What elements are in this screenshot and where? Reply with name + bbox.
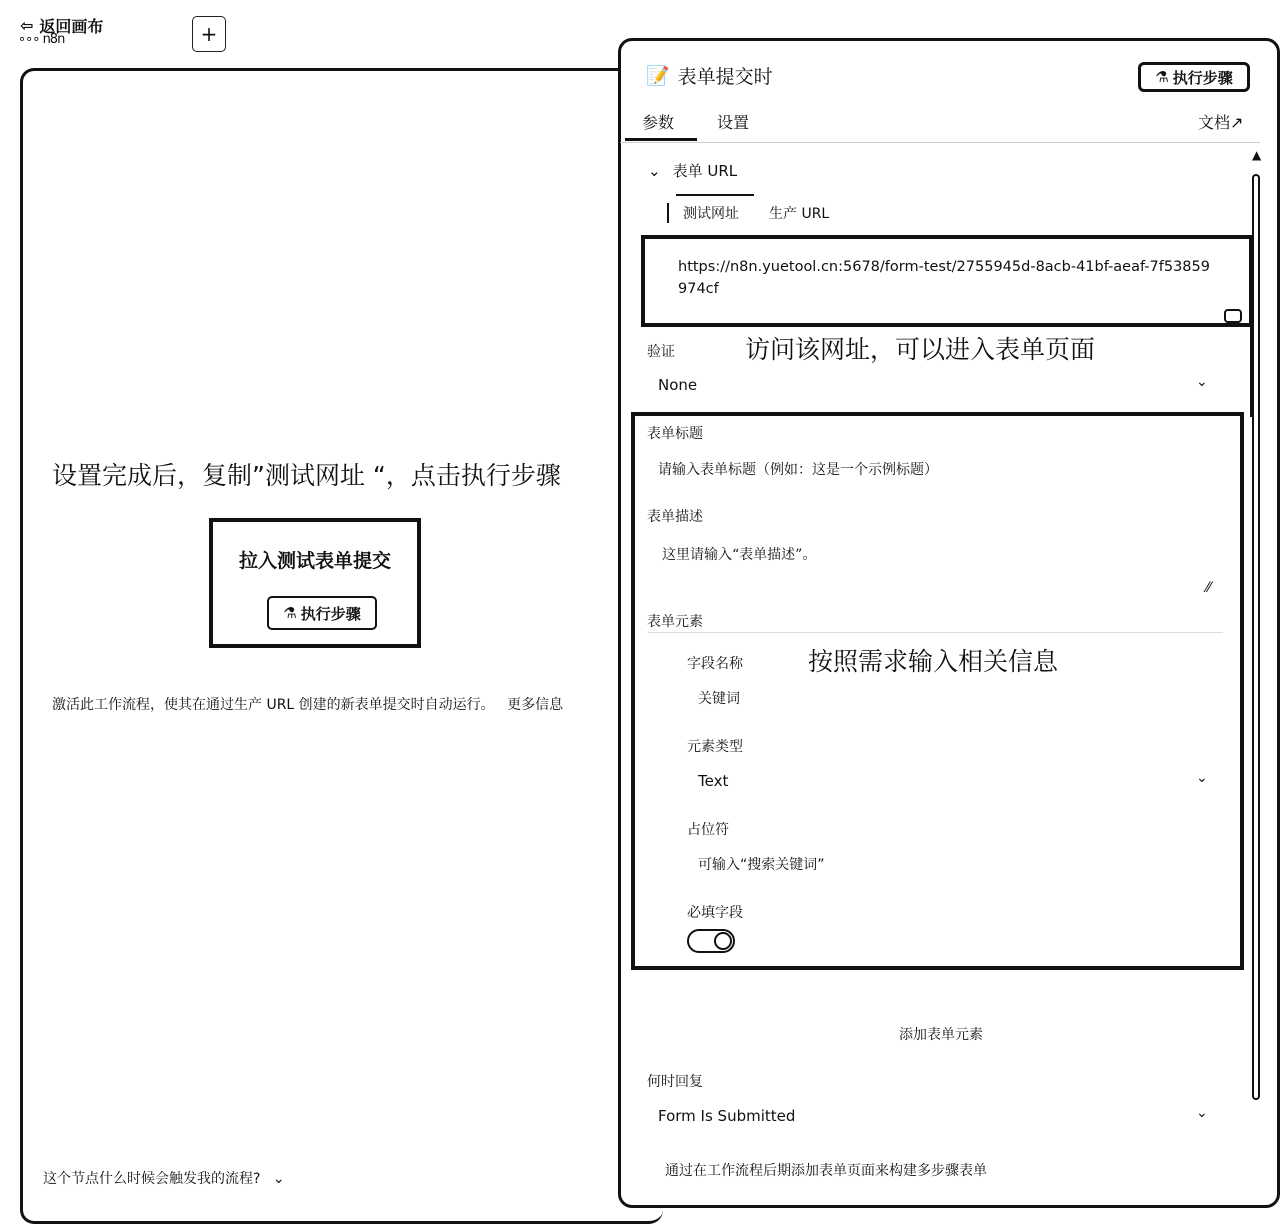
form-url-label: 表单 URL [672,162,738,180]
respond-when-label: 何时回复 [647,1074,703,1090]
logo-glyph-icon: ∘∘∘ [18,32,40,47]
form-title-label: 表单标题 [647,426,703,442]
trigger-question-toggle[interactable] [43,1168,285,1188]
placeholder-label: 占位符 [687,822,729,838]
toggle-knob [714,932,732,950]
brand-name: n8n [42,32,65,47]
flask-icon: ⚗ [1155,68,1169,86]
node-execute-step-button[interactable] [267,596,377,630]
external-link-icon: ↗ [1230,113,1244,132]
form-edit-icon: 📝 [646,65,670,87]
node-card-title: 拉入测试表单提交 [238,550,391,572]
multi-step-hint: 通过在工作流程后期添加表单页面来构建多步骤表单 [665,1163,987,1179]
active-tab-indicator [625,138,697,141]
form-desc-textarea[interactable]: 这里请输入“表单描述”。 [662,547,817,563]
panel-header [646,62,773,89]
tab-divider [620,142,1260,143]
field-name-input[interactable]: 关键词 [698,691,740,707]
annotation-open-url: 访问该网址，可以进入表单页面 [745,335,1096,364]
tab-parameters[interactable]: 参数 [642,113,675,132]
flask-icon: ⚗ [283,604,297,622]
element-type-label: 元素类型 [687,739,743,755]
auth-label: 验证 [647,344,675,360]
form-elements-label: 表单元素 [647,614,703,630]
add-node-button[interactable]: + [192,16,226,52]
trigger-question-text: 这个节点什么时候会触发我的流程? [43,1171,261,1187]
tab-test-url[interactable]: 测试网址 [667,203,739,223]
resize-handle-icon[interactable]: ⁄⁄ [1206,580,1211,596]
required-field-toggle[interactable] [687,929,735,953]
respond-when-select[interactable]: Form Is Submitted [658,1107,796,1125]
url-tabs [667,203,829,223]
docs-label: 文档 [1198,113,1231,132]
node-execute-label: 执行步骤 [300,604,361,623]
annotation-copy-test-url: 设置完成后，复制”测试网址 “，点击执行步骤 [52,461,561,490]
add-form-element-button[interactable]: 添加表单元素 [899,1027,983,1043]
form-title-input[interactable]: 请输入表单标题（例如：这是一个示例标题） [658,462,938,478]
docs-link[interactable] [1198,110,1243,133]
n8n-logo [18,32,64,47]
arrow-left-icon: ⇦ [20,16,34,35]
required-field-label: 必填字段 [687,905,743,921]
scroll-up-icon[interactable]: ▲ [1252,148,1262,162]
chevron-down-icon[interactable]: ⌄ [1196,374,1208,390]
chevron-down-icon: ⌄ [272,1171,285,1187]
element-type-select[interactable]: Text [698,772,729,790]
back-label: 返回画布 [39,17,104,36]
placeholder-input[interactable]: 可输入“搜索关键词” [698,857,825,873]
field-name-label: 字段名称 [687,656,743,672]
annotation-enter-info: 按照需求输入相关信息 [808,647,1059,676]
panel-title: 表单提交时 [677,66,773,88]
execute-step-button[interactable] [1138,62,1250,92]
chevron-down-icon[interactable]: ⌄ [1196,770,1208,786]
form-url-section-toggle[interactable] [648,160,737,181]
copy-icon[interactable] [1224,309,1242,323]
test-url-value[interactable]: https://n8n.yuetool.cn:5678/form-test/2755945d-8acb-41bf-aeaf-7f53859974cf [678,259,1210,297]
auth-select-value[interactable]: None [658,376,698,394]
activation-hint [52,694,563,714]
tab-settings[interactable]: 设置 [717,113,750,132]
panel-scrollbar[interactable] [1252,174,1260,1100]
form-desc-label: 表单描述 [647,509,703,525]
execute-step-label: 执行步骤 [1172,68,1233,87]
activation-text: 激活此工作流程，使其在通过生产 URL 创建的新表单提交时自动运行。 [52,697,495,713]
highlight-edge [1250,327,1253,417]
more-info-link[interactable]: 更多信息 [507,697,564,713]
url-tab-indicator [676,194,754,196]
chevron-down-icon[interactable]: ⌄ [1196,1105,1208,1121]
tab-production-url[interactable]: 生产 URL [769,206,830,222]
chevron-down-icon: ⌄ [648,161,661,180]
trigger-node-card [209,518,421,648]
elements-divider [648,632,1223,633]
